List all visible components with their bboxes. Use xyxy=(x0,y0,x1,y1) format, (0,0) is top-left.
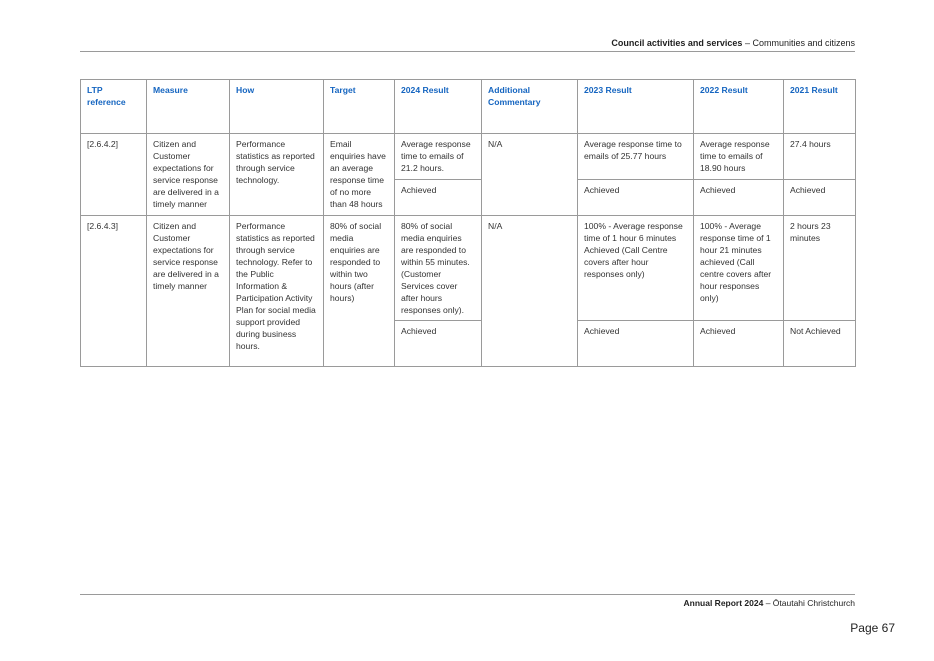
status-2021-cell: Not Achieved xyxy=(784,321,856,367)
page-number: Page 67 xyxy=(850,621,895,635)
status-2024-cell: Achieved xyxy=(395,321,482,367)
result-2024-cell: 80% of social media enquiries are responded to within 55 minutes. (Customer Services cover after hours responses only). xyxy=(395,216,482,321)
column-header-measure: Measure xyxy=(147,80,230,134)
result-2022-cell: Average response time to emails of 18.90 hours xyxy=(694,134,784,180)
header-section-title: Council activities and services xyxy=(611,38,743,48)
column-header-target: Target xyxy=(324,80,395,134)
ltp-reference-cell: [2.6.4.3] xyxy=(81,216,147,367)
page-header xyxy=(80,38,855,48)
how-cell: Performance statistics as reported through service technology. Refer to the Public Information & Participation Activity Plan for social media support provided during business hours. xyxy=(230,216,324,367)
page-footer xyxy=(80,598,855,608)
column-header-2023-result: 2023 Result xyxy=(578,80,694,134)
result-2022-cell: 100% - Average response time of 1 hour 21 minutes achieved (Call centre covers after hour responses only) xyxy=(694,216,784,321)
status-2024-cell: Achieved xyxy=(395,180,482,216)
footer-divider xyxy=(80,594,855,595)
column-header-how: How xyxy=(230,80,324,134)
status-2022-cell: Achieved xyxy=(694,321,784,367)
column-header-ltp-reference: LTP reference xyxy=(81,80,147,134)
commentary-cell: N/A xyxy=(482,134,578,216)
header-divider xyxy=(80,51,855,52)
column-header-2021-result: 2021 Result xyxy=(784,80,856,134)
measure-cell: Citizen and Customer expectations for service response are delivered in a timely manner xyxy=(147,134,230,216)
footer-report-subtitle: – Ōtautahi Christchurch xyxy=(763,598,855,608)
target-cell: Email enquiries have an average response time of no more than 48 hours xyxy=(324,134,395,216)
result-2023-cell: Average response time to emails of 25.77 hours xyxy=(578,134,694,180)
result-2021-cell: 27.4 hours xyxy=(784,134,856,180)
table-row xyxy=(81,134,856,180)
result-2023-cell: 100% - Average response time of 1 hour 6 minutes Achieved (Call Centre covers after hour responses only) xyxy=(578,216,694,321)
column-header-2022-result: 2022 Result xyxy=(694,80,784,134)
footer-report-title: Annual Report 2024 xyxy=(683,598,764,608)
status-2022-cell: Achieved xyxy=(694,180,784,216)
commentary-cell: N/A xyxy=(482,216,578,367)
status-2023-cell: Achieved xyxy=(578,180,694,216)
table-row xyxy=(81,216,856,321)
how-cell: Performance statistics as reported through service technology. xyxy=(230,134,324,216)
ltp-reference-cell: [2.6.4.2] xyxy=(81,134,147,216)
result-2021-cell: 2 hours 23 minutes xyxy=(784,216,856,321)
column-header-additional-commentary: Additional Commentary xyxy=(482,80,578,134)
status-2023-cell: Achieved xyxy=(578,321,694,367)
column-header-2024-result: 2024 Result xyxy=(395,80,482,134)
status-2021-cell: Achieved xyxy=(784,180,856,216)
table-header-row xyxy=(81,80,856,134)
performance-measures-table xyxy=(80,79,856,367)
measure-cell: Citizen and Customer expectations for service response are delivered in a timely manner xyxy=(147,216,230,367)
result-2024-cell: Average response time to emails of 21.2 hours. xyxy=(395,134,482,180)
header-section-subtitle: – Communities and citizens xyxy=(742,38,855,48)
target-cell: 80% of social media enquiries are responded to within two hours (after hours) xyxy=(324,216,395,367)
